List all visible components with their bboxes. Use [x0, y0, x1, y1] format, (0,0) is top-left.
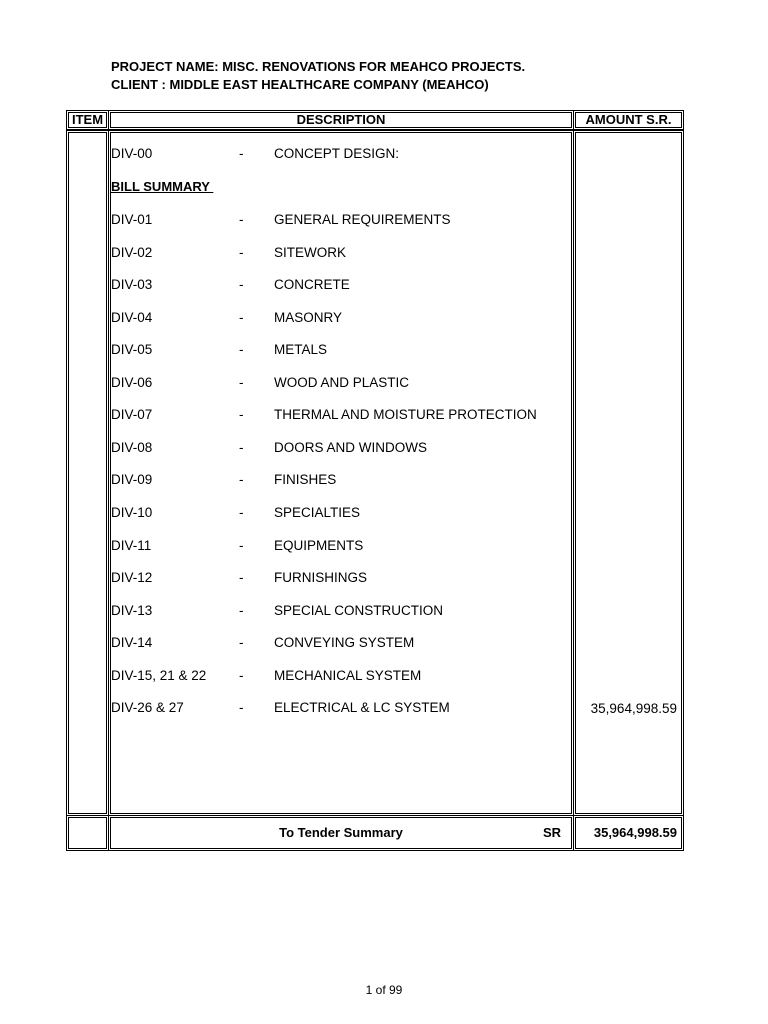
division-description: ELECTRICAL & LC SYSTEM [274, 700, 450, 715]
division-description: CONCRETE [274, 277, 350, 292]
division-description: SITEWORK [274, 245, 347, 260]
separator-dash: - [239, 342, 244, 357]
separator-dash: - [239, 635, 244, 650]
division-description: METALS [274, 342, 328, 357]
table-row [111, 471, 571, 489]
division-description: FINISHES [274, 472, 337, 487]
division-code: DIV-10 [111, 505, 153, 520]
separator-dash: - [239, 570, 244, 585]
division-description: MECHANICAL SYSTEM [274, 668, 422, 683]
item-body-cell [66, 130, 109, 816]
separator-dash: - [239, 700, 244, 715]
table-row [111, 504, 571, 522]
division-description: CONCEPT DESIGN: [274, 146, 400, 161]
description-column-header: DESCRIPTION [296, 112, 386, 127]
division-description: MASONRY [274, 310, 343, 325]
division-code: DIV-03 [111, 277, 153, 292]
separator-dash: - [239, 212, 244, 227]
division-code: DIV-15, 21 & 22 [111, 668, 207, 683]
project-name: PROJECT NAME: MISC. RENOVATIONS FOR MEAHCO PROJECTS. [111, 59, 526, 74]
table-row [111, 699, 571, 717]
division-code: DIV-11 [111, 538, 152, 553]
division-description: SPECIAL CONSTRUCTION [274, 603, 444, 618]
division-code: DIV-26 & 27 [111, 700, 184, 715]
separator-dash: - [239, 277, 244, 292]
division-code: DIV-04 [111, 310, 153, 325]
division-description: DOORS AND WINDOWS [274, 440, 428, 455]
grand-total-amount: 35,964,998.59 [593, 825, 677, 840]
division-code: DIV-00 [111, 146, 153, 161]
division-code: DIV-05 [111, 342, 153, 357]
division-description: WOOD AND PLASTIC [274, 375, 410, 390]
division-code: DIV-07 [111, 407, 153, 422]
item-column-header: ITEM [71, 112, 104, 127]
table-row [111, 667, 571, 685]
division-description: GENERAL REQUIREMENTS [274, 212, 451, 227]
table-row [111, 634, 571, 652]
amount-column-header: AMOUNT S.R. [585, 112, 672, 127]
division-code: DIV-09 [111, 472, 153, 487]
table-row [111, 602, 571, 620]
table-row [111, 439, 571, 457]
item-footer-cell [66, 815, 109, 851]
separator-dash: - [239, 245, 244, 260]
separator-dash: - [239, 668, 244, 683]
division-description: THERMAL AND MOISTURE PROTECTION [274, 407, 537, 422]
division-description: CONVEYING SYSTEM [274, 635, 415, 650]
table-row [111, 244, 571, 262]
separator-dash: - [239, 538, 244, 553]
separator-dash: - [239, 505, 244, 520]
division-description: SPECIALTIES [274, 505, 361, 520]
division-code: DIV-02 [111, 245, 153, 260]
division-description: FURNISHINGS [274, 570, 368, 585]
division-code: DIV-01 [111, 212, 153, 227]
table-row [111, 569, 571, 587]
division-code: DIV-12 [111, 570, 153, 585]
division-code: DIV-06 [111, 375, 153, 390]
separator-dash: - [239, 407, 244, 422]
table-row [111, 406, 571, 424]
division-code: DIV-14 [111, 635, 153, 650]
table-row [111, 276, 571, 294]
row-amount: 35,964,998.59 [590, 701, 677, 716]
separator-dash: - [239, 440, 244, 455]
currency-label: SR [543, 825, 562, 840]
division-code: DIV-08 [111, 440, 153, 455]
bill-summary-heading: BILL SUMMARY [111, 179, 214, 194]
page-number: 1 of 99 [365, 983, 403, 997]
separator-dash: - [239, 472, 244, 487]
table-row [111, 309, 571, 327]
separator-dash: - [239, 375, 244, 390]
separator-dash: - [239, 146, 244, 161]
table-row [111, 537, 571, 555]
division-description: EQUIPMENTS [274, 538, 364, 553]
table-row [111, 341, 571, 359]
separator-dash: - [239, 603, 244, 618]
division-code: DIV-13 [111, 603, 153, 618]
concept-design-row [111, 145, 571, 163]
table-row [111, 211, 571, 229]
separator-dash: - [239, 310, 244, 325]
client-name: CLIENT : MIDDLE EAST HEALTHCARE COMPANY (MEAHCO) [111, 77, 489, 92]
tender-summary-label: To Tender Summary [279, 825, 403, 840]
table-row [111, 374, 571, 392]
